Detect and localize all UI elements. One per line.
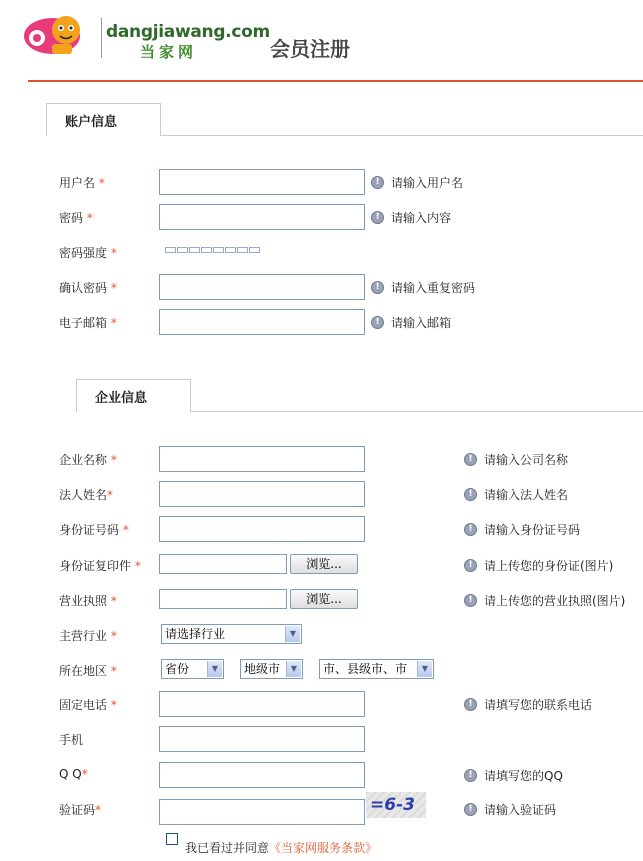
confirm-password-hint: 请输入重复密码: [391, 281, 476, 295]
captcha-label: 验证码*: [59, 803, 102, 817]
phone-hint: 请填写您的联系电话: [484, 698, 593, 712]
terms-link[interactable]: 《当家网服务条款》: [269, 841, 378, 855]
company-name-label: 企业名称 *: [59, 453, 117, 467]
info-icon: !: [371, 316, 384, 329]
county-select-value: 市、县级市、市: [323, 662, 408, 676]
company-name-hint: 请输入公司名称: [484, 453, 569, 467]
id-number-hint: 请输入身份证号码: [484, 523, 581, 537]
password-input[interactable]: [159, 204, 365, 230]
phone-input[interactable]: [159, 691, 365, 717]
page-title: 会员注册: [270, 37, 350, 61]
captcha-image[interactable]: =6-3: [366, 792, 426, 818]
city-select-value: 地级市: [244, 662, 281, 676]
logo-domain: dangjiawang.com: [106, 22, 270, 42]
chevron-down-icon: ▼: [207, 661, 222, 677]
mobile-label: 手机: [59, 733, 84, 747]
strength-segment: [201, 247, 212, 253]
industry-select[interactable]: [161, 624, 302, 644]
qq-input[interactable]: [159, 762, 365, 788]
legal-person-input[interactable]: [159, 481, 365, 507]
qq-label: Q Q*: [59, 767, 88, 781]
email-label: 电子邮箱 *: [59, 316, 117, 330]
license-file-input[interactable]: [159, 589, 287, 609]
license-browse-button[interactable]: 浏览...: [290, 589, 358, 609]
captcha-input[interactable]: [159, 799, 365, 825]
info-icon: !: [371, 281, 384, 294]
username-hint: 请输入用户名: [391, 176, 464, 190]
legal-person-label: 法人姓名*: [59, 488, 114, 502]
info-icon: !: [464, 698, 477, 711]
confirm-password-label: 确认密码 *: [59, 281, 117, 295]
agreement-checkbox[interactable]: [166, 833, 178, 845]
province-select[interactable]: [161, 659, 224, 679]
logo-divider: [101, 18, 102, 58]
logo-cn: 当家网: [140, 43, 198, 61]
info-icon: !: [464, 453, 477, 466]
mobile-input[interactable]: [159, 726, 365, 752]
header-divider: [28, 80, 643, 82]
region-label: 所在地区 *: [59, 664, 117, 678]
info-icon: !: [464, 559, 477, 572]
tab-account-info[interactable]: 账户信息: [46, 103, 161, 136]
phone-label: 固定电话 *: [59, 698, 117, 712]
strength-segment: [189, 247, 200, 253]
info-icon: !: [464, 523, 477, 536]
password-strength-label: 密码强度 *: [59, 246, 117, 260]
strength-segment: [237, 247, 248, 253]
chevron-down-icon: ▼: [285, 626, 300, 642]
info-icon: !: [464, 488, 477, 501]
qq-hint: 请填写您的QQ: [484, 769, 563, 783]
strength-segment: [225, 247, 236, 253]
email-hint: 请输入邮箱: [391, 316, 452, 330]
logo-tiger-icon: [22, 10, 92, 58]
password-hint: 请输入内容: [391, 211, 452, 225]
license-label: 营业执照 *: [59, 594, 117, 608]
tab-company-info[interactable]: 企业信息: [76, 379, 191, 412]
id-number-input[interactable]: [159, 516, 365, 542]
id-copy-label: 身份证复印件 *: [59, 559, 141, 573]
chevron-down-icon: ▼: [417, 661, 432, 677]
id-copy-browse-button[interactable]: 浏览...: [290, 554, 358, 574]
chevron-down-icon: ▼: [286, 661, 301, 677]
company-name-input[interactable]: [159, 446, 365, 472]
email-input[interactable]: [159, 309, 365, 335]
city-select[interactable]: [240, 659, 303, 679]
agreement-text: 我已看过并同意《当家网服务条款》: [185, 841, 378, 855]
id-copy-hint: 请上传您的身份证(图片): [484, 559, 614, 573]
industry-label: 主营行业 *: [59, 629, 117, 643]
info-icon: !: [464, 769, 477, 782]
strength-segment: [165, 247, 176, 253]
info-icon: !: [371, 211, 384, 224]
strength-segment: [177, 247, 188, 253]
confirm-password-input[interactable]: [159, 274, 365, 300]
license-hint: 请上传您的营业执照(图片): [484, 594, 626, 608]
username-input[interactable]: [159, 169, 365, 195]
id-copy-file-input[interactable]: [159, 554, 287, 574]
province-select-value: 省份: [165, 662, 190, 676]
strength-segment: [213, 247, 224, 253]
username-label: 用户名 *: [59, 176, 105, 190]
password-label: 密码 *: [59, 211, 93, 225]
info-icon: !: [464, 803, 477, 816]
password-strength-meter: [165, 247, 260, 253]
info-icon: !: [464, 594, 477, 607]
county-select[interactable]: [319, 659, 434, 679]
id-number-label: 身份证号码 *: [59, 523, 129, 537]
captcha-hint: 请输入验证码: [484, 803, 557, 817]
strength-segment: [249, 247, 260, 253]
info-icon: !: [371, 176, 384, 189]
industry-select-value: 请选择行业: [165, 627, 226, 641]
legal-person-hint: 请输入法人姓名: [484, 488, 569, 502]
